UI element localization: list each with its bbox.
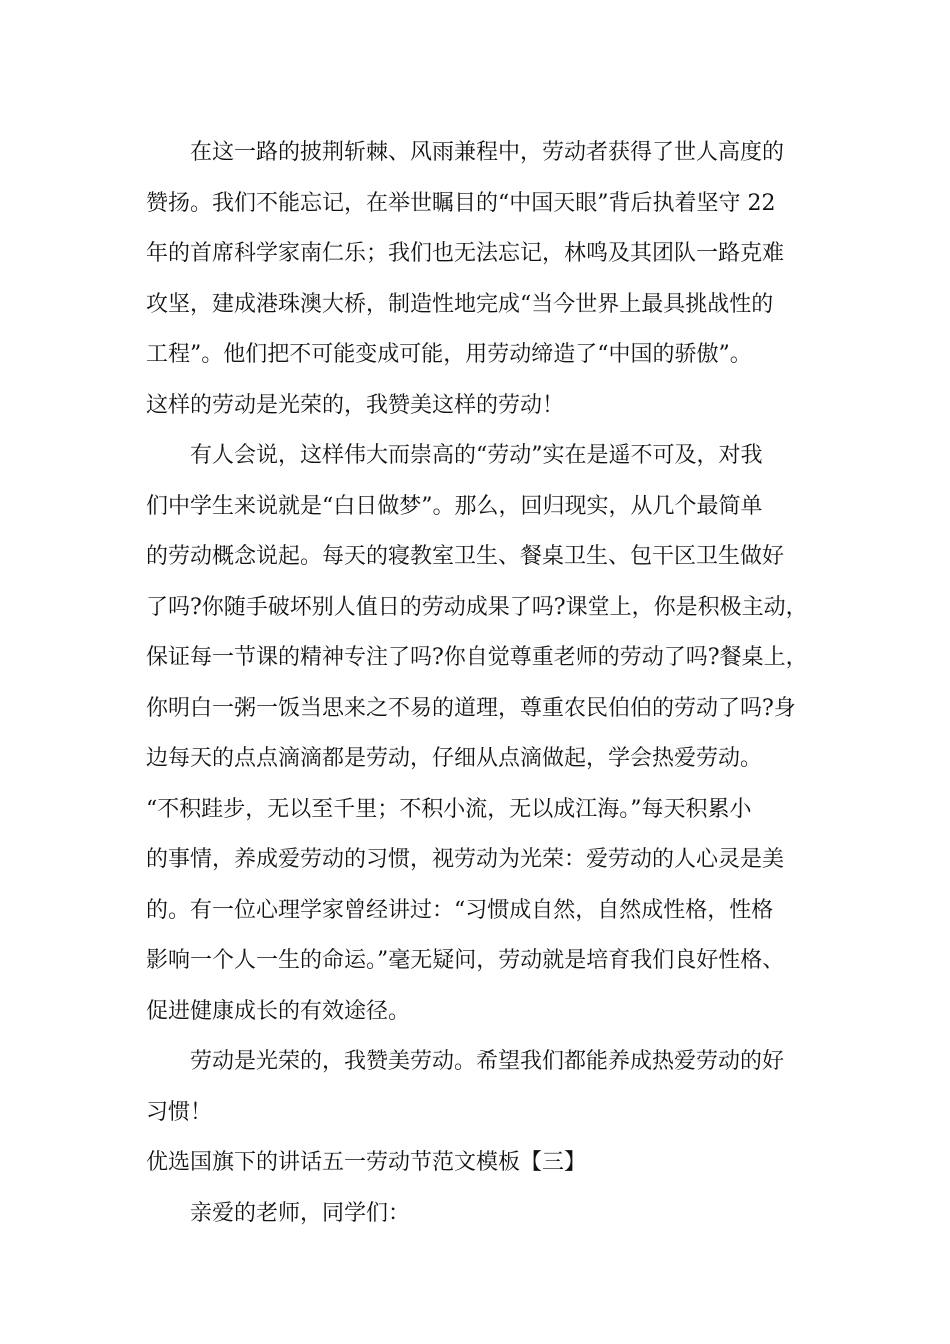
text-line: 工程”。他们把不可能变成可能，用劳动缔造了“中国的骄傲”。 [146, 342, 752, 367]
text-line: 边每天的点点滴滴都是劳动，仔细从点滴做起，学会热爱劳动。 [146, 746, 763, 771]
salutation-line: 亲爱的老师，同学们： [190, 1200, 411, 1226]
text-line: 有人会说，这样伟大而崇高的“劳动”实在是遥不可及，对我 [190, 443, 763, 468]
text-line: 攻坚，建成港珠澳大桥，制造性地完成“当今世界上最具挑战性的 [146, 291, 774, 317]
section-heading [146, 1138, 826, 1189]
paragraph-4 [146, 1189, 826, 1240]
text-line: 在这一路的披荆斩棘、风雨兼程中，劳动者获得了世人高度的 [190, 140, 785, 165]
paragraph-3 [146, 1037, 826, 1138]
text-line: 劳动是光荣的，我赞美劳动。希望我们都能养成热爱劳动的好 [190, 1049, 785, 1074]
paragraph-2 [146, 431, 826, 1037]
text-line: 影响一个人一生的命运。”毫无疑问，劳动就是培育我们良好性格、 [146, 948, 785, 973]
document-body [146, 128, 826, 1239]
text-line: 保证每一节课的精神专注了吗?你自觉尊重老师的劳动了吗?餐桌上， [146, 645, 808, 670]
text-line: 习惯！ [146, 1099, 213, 1125]
text-line: 年的首席科学家南仁乐；我们也无法忘记，林鸣及其团队一路克难 [146, 241, 785, 266]
text-line: 这样的劳动是光荣的，我赞美这样的劳动！ [146, 392, 565, 418]
text-line: 促进健康成长的有效途径。 [146, 998, 411, 1024]
text-line: 的。有一位心理学家曾经讲过：“习惯成自然，自然成性格，性格 [146, 897, 774, 923]
text-line: 你明白一粥一饭当思来之不易的道理，尊重农民伯伯的劳动了吗?身 [146, 695, 796, 721]
paragraph-1 [146, 128, 826, 431]
heading-text: 优选国旗下的讲话五一劳动节范文模板【三】 [146, 1150, 587, 1175]
text-line: 的事情，养成爱劳动的习惯，视劳动为光荣：爱劳动的人心灵是美 [146, 847, 785, 872]
text-line: 赞扬。我们不能忘记，在举世瞩目的“中国天眼”背后执着坚守 22 [146, 190, 776, 216]
text-line: “不积跬步，无以至千里；不积小流，无以成江海。”每天积累小 [146, 796, 752, 822]
text-line: 们中学生来说就是“白日做梦”。那么，回归现实，从几个最简单 [146, 493, 763, 519]
text-line: 的劳动概念说起。每天的寝教室卫生、餐桌卫生、包干区卫生做好 [146, 544, 785, 569]
text-line: 了吗?你随手破坏别人值日的劳动成果了吗?课堂上，你是积极主动， [146, 594, 808, 620]
